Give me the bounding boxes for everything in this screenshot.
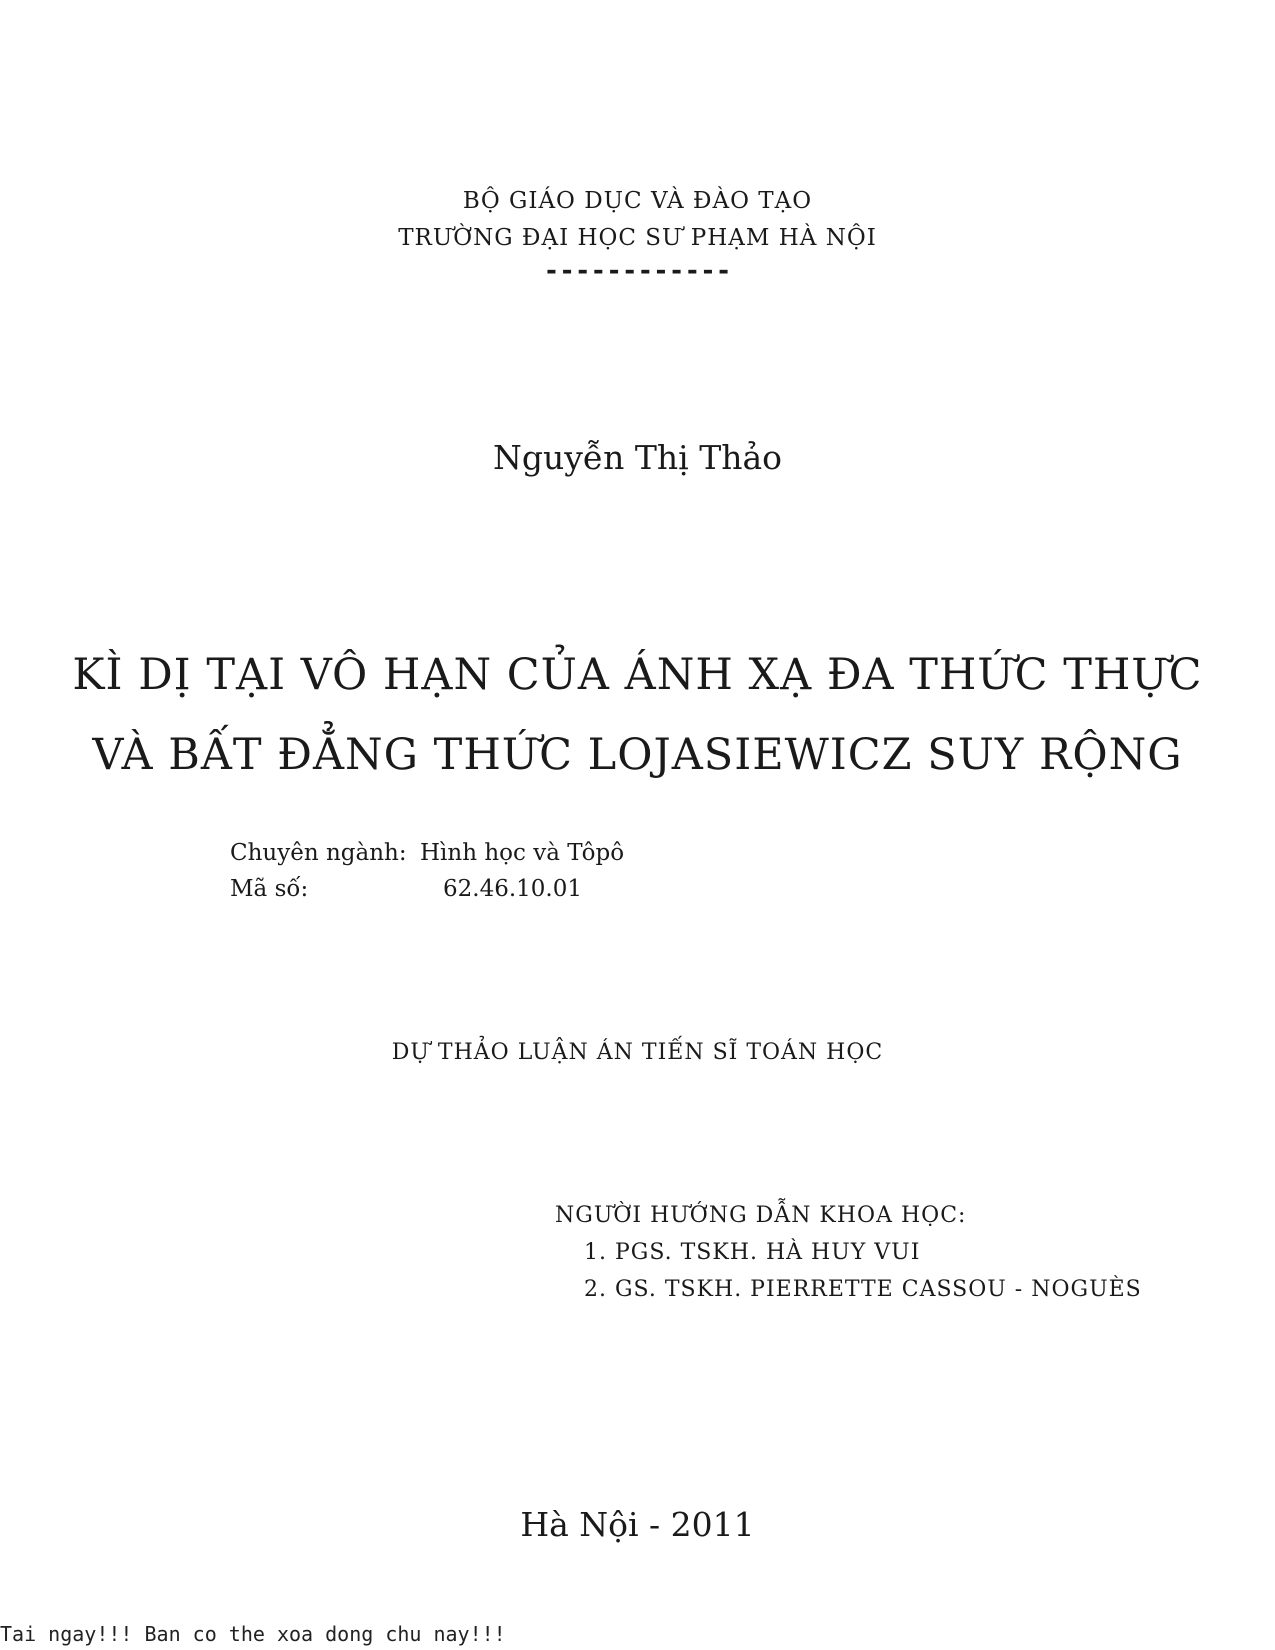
code-value: 62.46.10.01 (443, 876, 582, 902)
thesis-title-line-2: VÀ BẤT ĐẲNG THỨC LOJASIEWICZ SUY RỘNG (92, 730, 1183, 780)
university-name: TRƯỜNG ĐẠI HỌC SƯ PHẠM HÀ NỘI (398, 225, 877, 251)
header-divider: ------------ (543, 256, 732, 286)
specialization-value: Hình học và Tôpô (420, 840, 625, 866)
advisors-block (555, 1203, 1142, 1314)
draft-label: DỰ THẢO LUẬN ÁN TIẾN SĨ TOÁN HỌC (391, 1040, 884, 1065)
advisors-heading: NGƯỜI HƯỚNG DẪN KHOA HỌC: (555, 1203, 967, 1228)
code-label: Mã số: (230, 876, 309, 902)
advisor-item: 2. GS. TSKH. PIERRETTE CASSOU - NOGUÈS (584, 1277, 1142, 1302)
specialization-label: Chuyên ngành: (230, 840, 407, 866)
footer-note: Tai ngay!!! Ban co the xoa dong chu nay!!! (0, 1622, 506, 1646)
thesis-title-line-1: KÌ DỊ TẠI VÔ HẠN CỦA ÁNH XẠ ĐA THỨC THỰC (72, 650, 1203, 700)
author-name: Nguyễn Thị Thảo (492, 438, 783, 477)
advisor-item: 1. PGS. TSKH. HÀ HUY VUI (584, 1240, 921, 1265)
place-and-year: Hà Nội - 2011 (520, 1505, 755, 1544)
ministry-name: BỘ GIÁO DỤC VÀ ĐÀO TẠO (462, 188, 813, 214)
